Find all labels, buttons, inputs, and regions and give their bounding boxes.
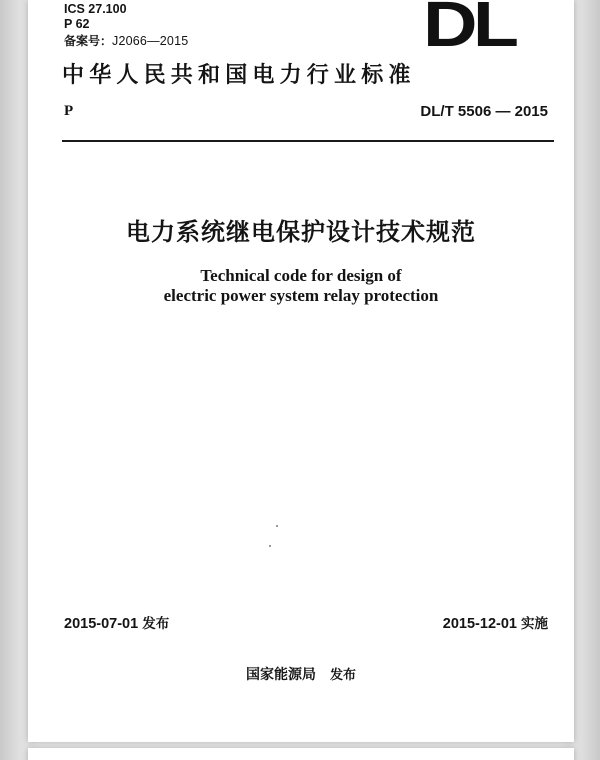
- scan-speck: [276, 525, 278, 527]
- issuer-action: 发布: [329, 668, 356, 683]
- filing-number: J2066—2015: [112, 34, 189, 48]
- effective-date: 2015-12-01: [442, 616, 517, 632]
- dl-logo: DL: [423, 0, 515, 60]
- release-label: 发布: [142, 616, 170, 632]
- issuer-line: [28, 664, 574, 684]
- ics-code: ICS 27.100: [64, 2, 127, 16]
- effective-date-line: [443, 612, 548, 632]
- release-date-line: [64, 612, 169, 632]
- classification-code: P 62: [64, 17, 90, 31]
- document-title-chinese: 电力系统继电保护设计技术规范: [126, 218, 476, 246]
- next-page-edge: [28, 748, 574, 760]
- effective-label: 实施: [521, 616, 548, 632]
- header-divider: [62, 140, 554, 142]
- category-letter: P: [64, 103, 74, 119]
- issuer-name: 国家能源局: [245, 667, 316, 683]
- document-title-english-line1: Technical code for design of: [200, 266, 402, 285]
- scan-speck: [269, 545, 271, 547]
- filing-label: 备案号：: [64, 34, 113, 48]
- standard-title: 中华人民共和国电力行业标准: [62, 62, 416, 88]
- release-date: 2015-07-01: [64, 616, 139, 632]
- standard-number: DL/T 5506 — 2015: [420, 103, 548, 120]
- filing-number-line: [64, 34, 188, 48]
- document-title-english-line2: electric power system relay protection: [163, 286, 439, 305]
- cover-page: [28, 0, 574, 742]
